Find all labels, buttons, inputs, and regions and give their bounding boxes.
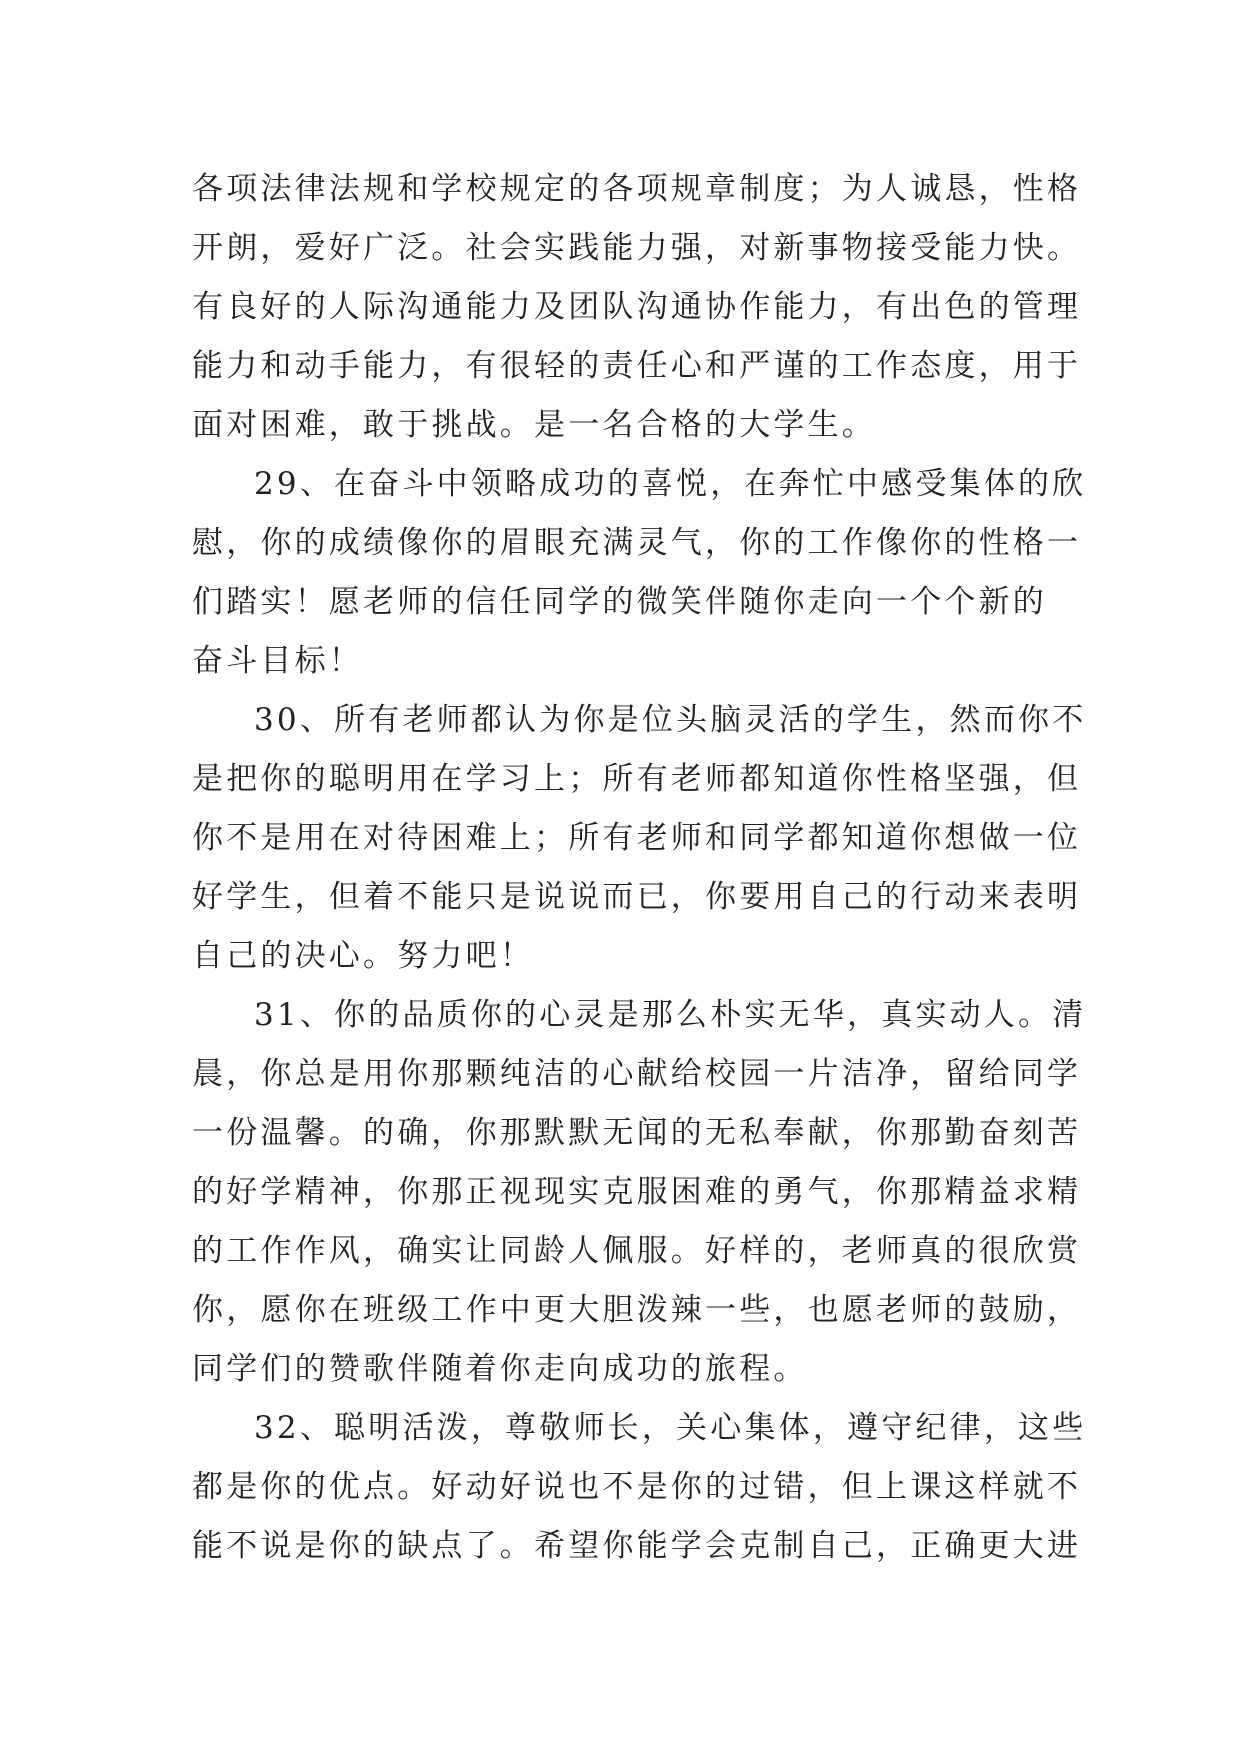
text-line: 们踏实！愿老师的信任同学的微笑伴随你走向一个个新的: [192, 584, 1047, 620]
paragraph-continuation: [192, 160, 1082, 455]
text-line: 同学们的赞歌伴随着你走向成功的旅程。: [192, 1351, 808, 1387]
text-line: 一份温馨。的确，你那默默无闻的无私奉献，你那勤奋刻苦: [192, 1115, 1082, 1151]
text-line: 的工作作风，确实让同龄人佩服。好样的，老师真的很欣赏: [192, 1233, 1082, 1269]
text-line: 晨，你总是用你那颗纯洁的心献给校园一片洁净，留给同学: [192, 1056, 1082, 1092]
text-line: 32、聪明活泼，尊敬师长，关心集体，遵守纪律，这些: [254, 1410, 1087, 1446]
paragraph-29: [192, 455, 1087, 691]
text-line: 能力和动手能力，有很轻的责任心和严谨的工作态度，用于: [192, 348, 1082, 384]
text-line: 你不是用在对待困难上；所有老师和同学都知道你想做一位: [192, 820, 1082, 856]
text-line: 奋斗目标！: [192, 643, 363, 679]
text-line: 有良好的人际沟通能力及团队沟通协作能力，有出色的管理: [192, 289, 1082, 325]
text-line: 30、所有老师都认为你是位头脑灵活的学生，然而你不: [254, 702, 1087, 738]
paragraph-31: [192, 986, 1087, 1399]
text-line: 自己的决心。努力吧！: [192, 938, 534, 974]
document-body: [192, 160, 1087, 1576]
text-line: 29、在奋斗中领略成功的喜悦，在奔忙中感受集体的欣: [254, 466, 1087, 502]
text-line: 慰，你的成绩像你的眉眼充满灵气，你的工作像你的性格一: [192, 525, 1082, 561]
paragraph-30: [192, 691, 1087, 986]
text-line: 能不说是你的缺点了。希望你能学会克制自己，正确更大进: [192, 1528, 1082, 1564]
paragraph-32: [192, 1399, 1087, 1576]
text-line: 开朗，爱好广泛。社会实践能力强，对新事物接受能力快。: [192, 230, 1082, 266]
text-line: 好学生，但着不能只是说说而已，你要用自己的行动来表明: [192, 879, 1082, 915]
text-line: 各项法律法规和学校规定的各项规章制度；为人诚恳，性格: [192, 171, 1082, 207]
text-line: 31、你的品质你的心灵是那么朴实无华，真实动人。清: [254, 997, 1087, 1033]
text-line: 都是你的优点。好动好说也不是你的过错，但上课这样就不: [192, 1469, 1082, 1505]
text-line: 是把你的聪明用在学习上；所有老师都知道你性格坚强，但: [192, 761, 1082, 797]
text-line: 面对困难，敢于挑战。是一名合格的大学生。: [192, 407, 876, 443]
text-line: 的好学精神，你那正视现实克服困难的勇气，你那精益求精: [192, 1174, 1082, 1210]
text-line: 你，愿你在班级工作中更大胆泼辣一些，也愿老师的鼓励，: [192, 1292, 1082, 1328]
